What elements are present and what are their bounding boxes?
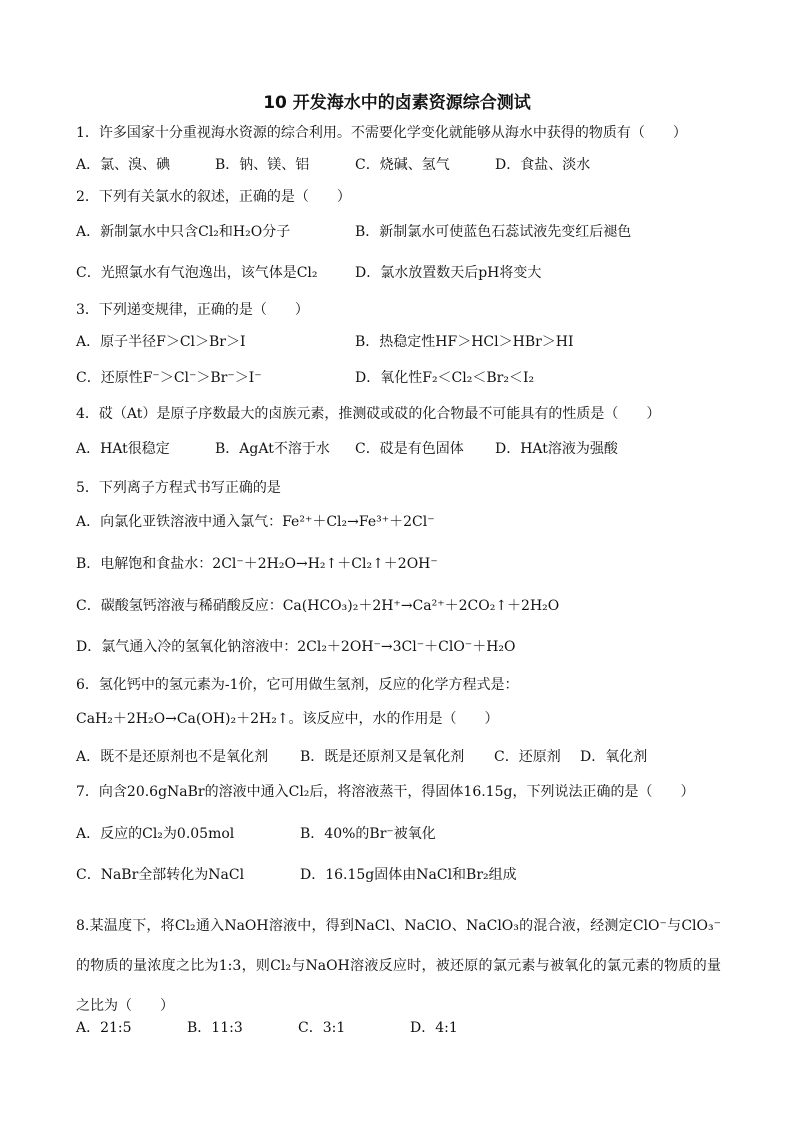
q2-option-b: B．新制氯水可使蓝色石蕊试液先变红后褪色 xyxy=(355,224,632,240)
q2-option-d: D．氯水放置数天后pH将变大 xyxy=(355,265,542,281)
q4-option-b: B．AgAt不溶于水 xyxy=(215,441,330,457)
q5-option-a: A．向氯化亚铁溶液中通入氯气：Fe²⁺＋Cl₂→Fe³⁺＋2Cl⁻ xyxy=(76,514,435,530)
q4-option-c: C．砹是有色固体 xyxy=(355,441,464,457)
question-6-equation: CaH₂＋2H₂O→Ca(OH)₂＋2H₂↑。该反应中，水的作用是（ ） xyxy=(76,711,499,727)
q1-option-b: B．钠、镁、铝 xyxy=(215,157,310,173)
page-title: 10 开发海水中的卤素资源综合测试 xyxy=(263,93,531,113)
q4-option-d: D．HAt溶液为强酸 xyxy=(495,441,618,457)
q7-option-c: C．NaBr全部转化为NaCl xyxy=(76,867,245,883)
q2-option-a-text: A．新制氯水中只含Cl₂和H₂O分子 xyxy=(76,224,291,240)
q1-option-c: C．烧碱、氢气 xyxy=(355,157,450,173)
q3-option-d: D．氧化性F₂＜Cl₂＜Br₂＜I₂ xyxy=(355,370,535,386)
q3-option-b: B．热稳定性HF＞HCl＞HBr＞HI xyxy=(355,334,574,350)
question-5-stem: 5．下列离子方程式书写正确的是 xyxy=(76,480,281,496)
q3-option-a: A．原子半径F＞Cl＞Br＞I xyxy=(76,334,246,350)
question-4-stem: 4．砹（At）是原子序数最大的卤族元素，推测砹或砹的化合物最不可能具有的性质是（ ） xyxy=(76,406,661,422)
q8-option-d: D．4:1 xyxy=(410,1020,458,1036)
q7-option-d: D．16.15g固体由NaCl和Br₂组成 xyxy=(300,867,517,883)
question-6-stem: 6．氢化钙中的氢元素为-1价，它可用做生氢剂，反应的化学方程式是： xyxy=(76,677,519,693)
q7-option-b: B．40%的Br⁻被氧化 xyxy=(300,826,436,842)
q6-option-a: A．既不是还原剂也不是氧化剂 xyxy=(76,749,269,765)
question-3-stem: 3．下列递变规律，正确的是（ ） xyxy=(76,302,309,318)
q8-option-c: C．3:1 xyxy=(298,1020,346,1036)
q8-option-a: A．21:5 xyxy=(76,1020,132,1036)
q6-option-b: B．既是还原剂又是氧化剂 xyxy=(300,749,465,765)
q1-option-d: D．食盐、淡水 xyxy=(495,157,591,173)
q5-option-b: B．电解饱和食盐水：2Cl⁻＋2H₂O→H₂↑＋Cl₂↑＋2OH⁻ xyxy=(76,556,438,572)
q2-option-a xyxy=(76,222,290,242)
q7-option-a: A．反应的Cl₂为0.05mol xyxy=(76,826,235,842)
question-7-stem: 7．向含20.6gNaBr的溶液中通入Cl₂后，将溶液蒸干，得固体16.15g，下列说法正确的是（ ） xyxy=(76,784,695,800)
q1-option-a: A．氯、溴、碘 xyxy=(76,157,171,173)
q2-option-c: C．光照氯水有气泡逸出，该气体是Cl₂ xyxy=(76,265,318,281)
question-1-stem: 1．许多国家十分重视海水资源的综合利用。不需要化学变化就能够从海水中获得的物质有（ ） xyxy=(76,125,687,141)
q8-option-b: B．11:3 xyxy=(187,1020,243,1036)
q6-option-c: C．还原剂 xyxy=(494,749,561,765)
q5-option-c: C．碳酸氢钙溶液与稀硝酸反应：Ca(HCO₃)₂＋2H⁺→Ca²⁺＋2CO₂↑＋2H₂O xyxy=(76,598,560,614)
question-2-stem: 2．下列有关氯水的叙述，正确的是（ ） xyxy=(76,189,351,205)
q6-option-d: D．氧化剂 xyxy=(580,749,648,765)
q3-option-c: C．还原性F⁻＞Cl⁻＞Br⁻＞I⁻ xyxy=(76,370,262,386)
q5-option-d: D．氯气通入冷的氢氧化钠溶液中：2Cl₂＋2OH⁻→3Cl⁻＋ClO⁻＋H₂O xyxy=(76,639,516,655)
question-8-stem: 8.某温度下，将Cl₂通入NaOH溶液中，得到NaCl、NaClO、NaClO₃的混合液，经测定ClO⁻与ClO₃⁻的物质的量浓度之比为1:3，则Cl₂与NaOH溶液反应时，被还原的氯元素与被氧化的氯元素的物质的量之比为（ ） xyxy=(76,918,721,1014)
q4-option-a: A．HAt很稳定 xyxy=(76,441,170,457)
